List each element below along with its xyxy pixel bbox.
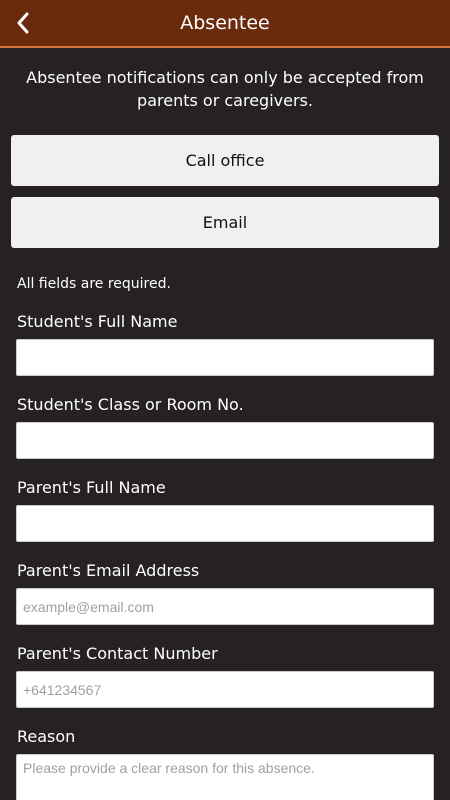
parent-name-label: Parent's Full Name — [17, 478, 166, 497]
app-header — [0, 0, 450, 48]
reason-textarea[interactable] — [16, 754, 434, 800]
call-office-button[interactable]: Call office — [11, 135, 439, 186]
back-button[interactable] — [10, 9, 36, 37]
absentee-notice: Absentee notifications can only be accepted from parents or caregivers. — [26, 68, 424, 110]
parent-phone-input[interactable] — [16, 671, 434, 708]
email-button[interactable]: Email — [11, 197, 439, 248]
required-note: All fields are required. — [17, 276, 171, 292]
parent-name-input[interactable] — [16, 505, 434, 542]
page-title: Absentee — [180, 12, 270, 34]
student-class-input[interactable] — [16, 422, 434, 459]
parent-phone-label: Parent's Contact Number — [17, 644, 218, 663]
student-name-input[interactable] — [16, 339, 434, 376]
student-name-label: Student's Full Name — [17, 312, 178, 331]
parent-email-input[interactable] — [16, 588, 434, 625]
reason-label: Reason — [17, 727, 76, 746]
chevron-left-icon — [16, 12, 30, 34]
student-class-label: Student's Class or Room No. — [17, 395, 244, 414]
parent-email-label: Parent's Email Address — [17, 561, 200, 580]
